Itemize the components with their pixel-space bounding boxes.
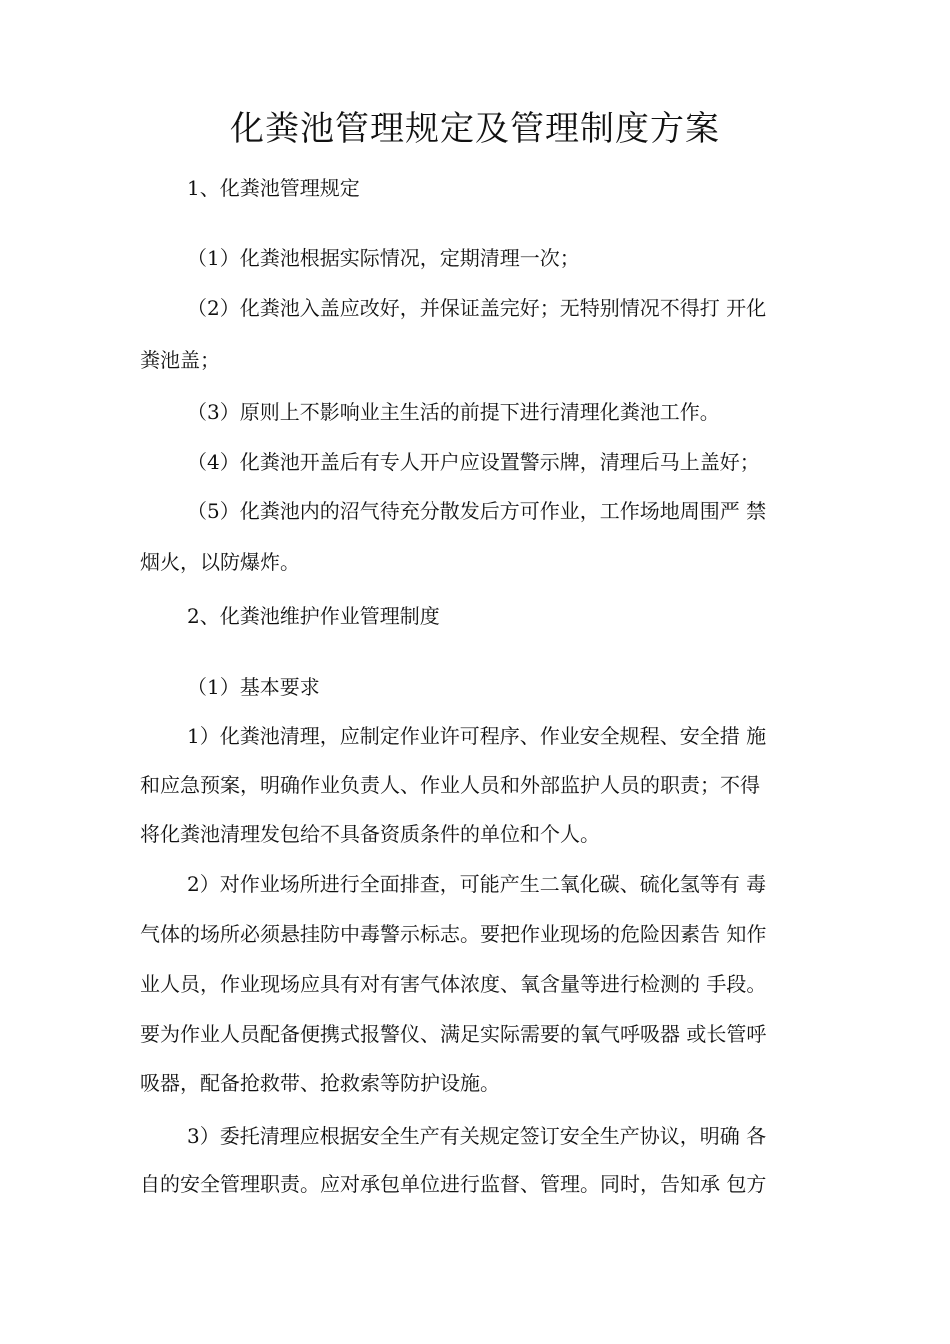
paragraph-3-line-2: 自的安全管理职责。应对承包单位进行监督、管理。同时，告知承 包方 (140, 1172, 767, 1196)
paragraph-2-line-5: 吸器，配备抢救带、抢救索等防护设施。 (140, 1071, 500, 1095)
paragraph-1-line-3: 将化粪池清理发包给不具备资质条件的单位和个人。 (140, 822, 600, 846)
paragraph-2-line-1: 2）对作业场所进行全面排查，可能产生二氧化碳、硫化氢等有 毒 (187, 872, 767, 896)
rule-item-2-line-1: （2）化粪池入盖应改好，并保证盖完好；无特别情况不得打 开化 (187, 296, 767, 320)
rule-item-5-line-1: （5）化粪池内的沼气待充分散发后方可作业，工作场地周围严 禁 (187, 499, 767, 523)
section-2-heading: 2、化粪池维护作业管理制度 (187, 604, 440, 628)
paragraph-1-line-2: 和应急预案，明确作业负责人、作业人员和外部监护人员的职责；不得 (140, 773, 760, 797)
document-title: 化粪池管理规定及管理制度方案 (230, 109, 720, 149)
rule-item-4: （4）化粪池开盖后有专人开户应设置警示牌，清理后马上盖好； (187, 450, 760, 474)
paragraph-2-line-4: 要为作业人员配备便携式报警仪、满足实际需要的氧气呼吸器 或长管呼 (140, 1022, 767, 1046)
paragraph-1-line-1: 1）化粪池清理，应制定作业许可程序、作业安全规程、安全措 施 (187, 724, 767, 748)
rule-item-5-line-2: 烟火，以防爆炸。 (140, 550, 300, 574)
rule-item-1: （1）化粪池根据实际情况，定期清理一次； (187, 246, 580, 270)
subsection-heading: （1）基本要求 (187, 675, 320, 699)
paragraph-2-line-3: 业人员，作业现场应具有对有害气体浓度、氧含量等进行检测的 手段。 (140, 972, 767, 996)
section-1-heading: 1、化粪池管理规定 (187, 176, 360, 200)
rule-item-2-line-2: 粪池盖； (140, 348, 220, 372)
paragraph-2-line-2: 气体的场所必须悬挂防中毒警示标志。要把作业现场的危险因素告 知作 (140, 922, 767, 946)
rule-item-3: （3）原则上不影响业主生活的前提下进行清理化粪池工作。 (187, 400, 720, 424)
paragraph-3-line-1: 3）委托清理应根据安全生产有关规定签订安全生产协议，明确 各 (187, 1124, 767, 1148)
